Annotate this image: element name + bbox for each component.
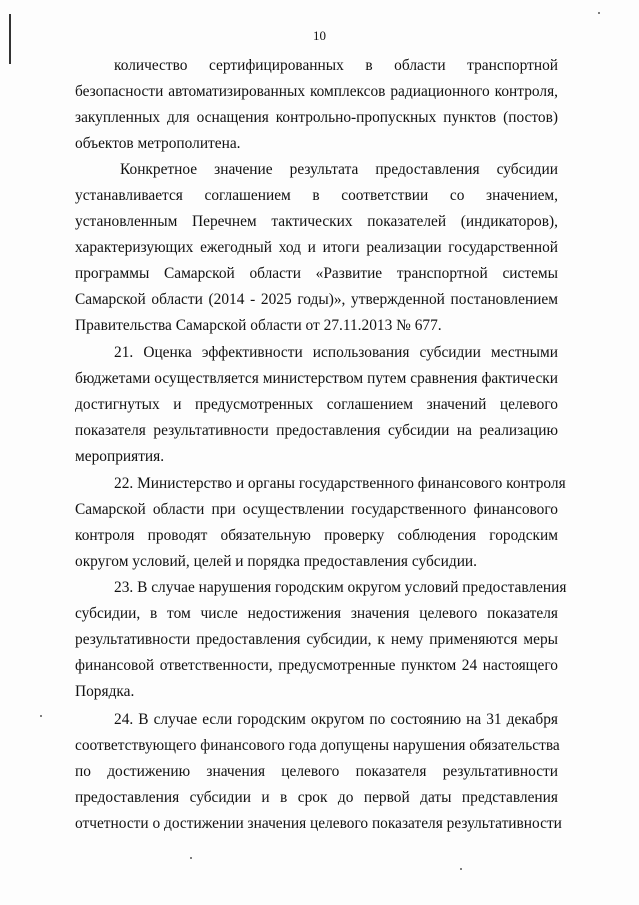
text-line: безопасности автоматизированных комплексов радиационного контроля, (75, 83, 558, 100)
text-line: финансовой ответственности, предусмотренные пунктом 24 настоящего (75, 657, 558, 674)
text-line: программы Самарской области «Развитие транспортной системы (75, 265, 558, 282)
paragraph-first-line: 22. Министерство и органы государственного финансового контроля (114, 475, 566, 492)
scan-speck (598, 12, 600, 14)
text-line: характеризующих ежегодный ход и итоги реализации государственной (75, 239, 558, 256)
text-line: субсидии, в том числе недостижения значения целевого показателя (75, 605, 558, 622)
text-line: устанавливается соглашением в соответствии со значением, (75, 187, 558, 204)
text-line: округом условий, целей и порядка предоставления субсидии. (75, 553, 478, 570)
text-line: Самарской области при осуществлении государственного финансового (75, 501, 558, 518)
text-line: Правительства Самарской области от 27.11.2013 № 677. (75, 317, 442, 334)
page-number: 10 (313, 28, 326, 43)
scan-speck (460, 868, 462, 870)
text-line: бюджетами осуществляется министерством путем сравнения фактически (75, 370, 558, 387)
text-line: количество сертифицированных в области транспортной (114, 57, 558, 74)
text-line: отчетности о достижении значения целевого показателя результативности (75, 815, 562, 832)
text-line: закупленных для оснащения контрольно-пропускных пунктов (постов) (75, 109, 558, 126)
paragraph-first-line: Конкретное значение результата предоставления субсидии (120, 161, 558, 178)
scan-speck (190, 857, 192, 859)
text-line: предоставления субсидии и в срок до первой даты представления (75, 789, 558, 806)
paragraph-first-line: 24. В случае если городским округом по состоянию на 31 декабря (114, 711, 558, 728)
text-line: контроля проводят обязательную проверку соблюдения городским (75, 527, 558, 544)
text-line: показателя результативности предоставления субсидии на реализацию (75, 422, 558, 439)
text-line: результативности предоставления субсидии, к нему применяются меры (75, 631, 558, 648)
text-line: Самарской области (2014 - 2025 годы)», утвержденной постановлением (75, 291, 558, 308)
paragraph-first-line: 21. Оценка эффективности использования субсидии местными (114, 344, 558, 361)
text-line: по достижению значения целевого показателя результативности (75, 763, 558, 780)
text-line: объектов метрополитена. (75, 135, 241, 152)
text-line: соответствующего финансового года допущены нарушения обязательства (75, 737, 560, 754)
text-line: достигнутых и предусмотренных соглашением значений целевого (75, 396, 558, 413)
text-line: установленным Перечнем тактических показателей (индикаторов), (75, 213, 558, 230)
text-line: мероприятия. (75, 448, 165, 465)
text-line: Порядка. (75, 683, 135, 700)
paragraph-first-line: 23. В случае нарушения городским округом условий предоставления (114, 579, 567, 596)
scan-speck (40, 715, 42, 717)
